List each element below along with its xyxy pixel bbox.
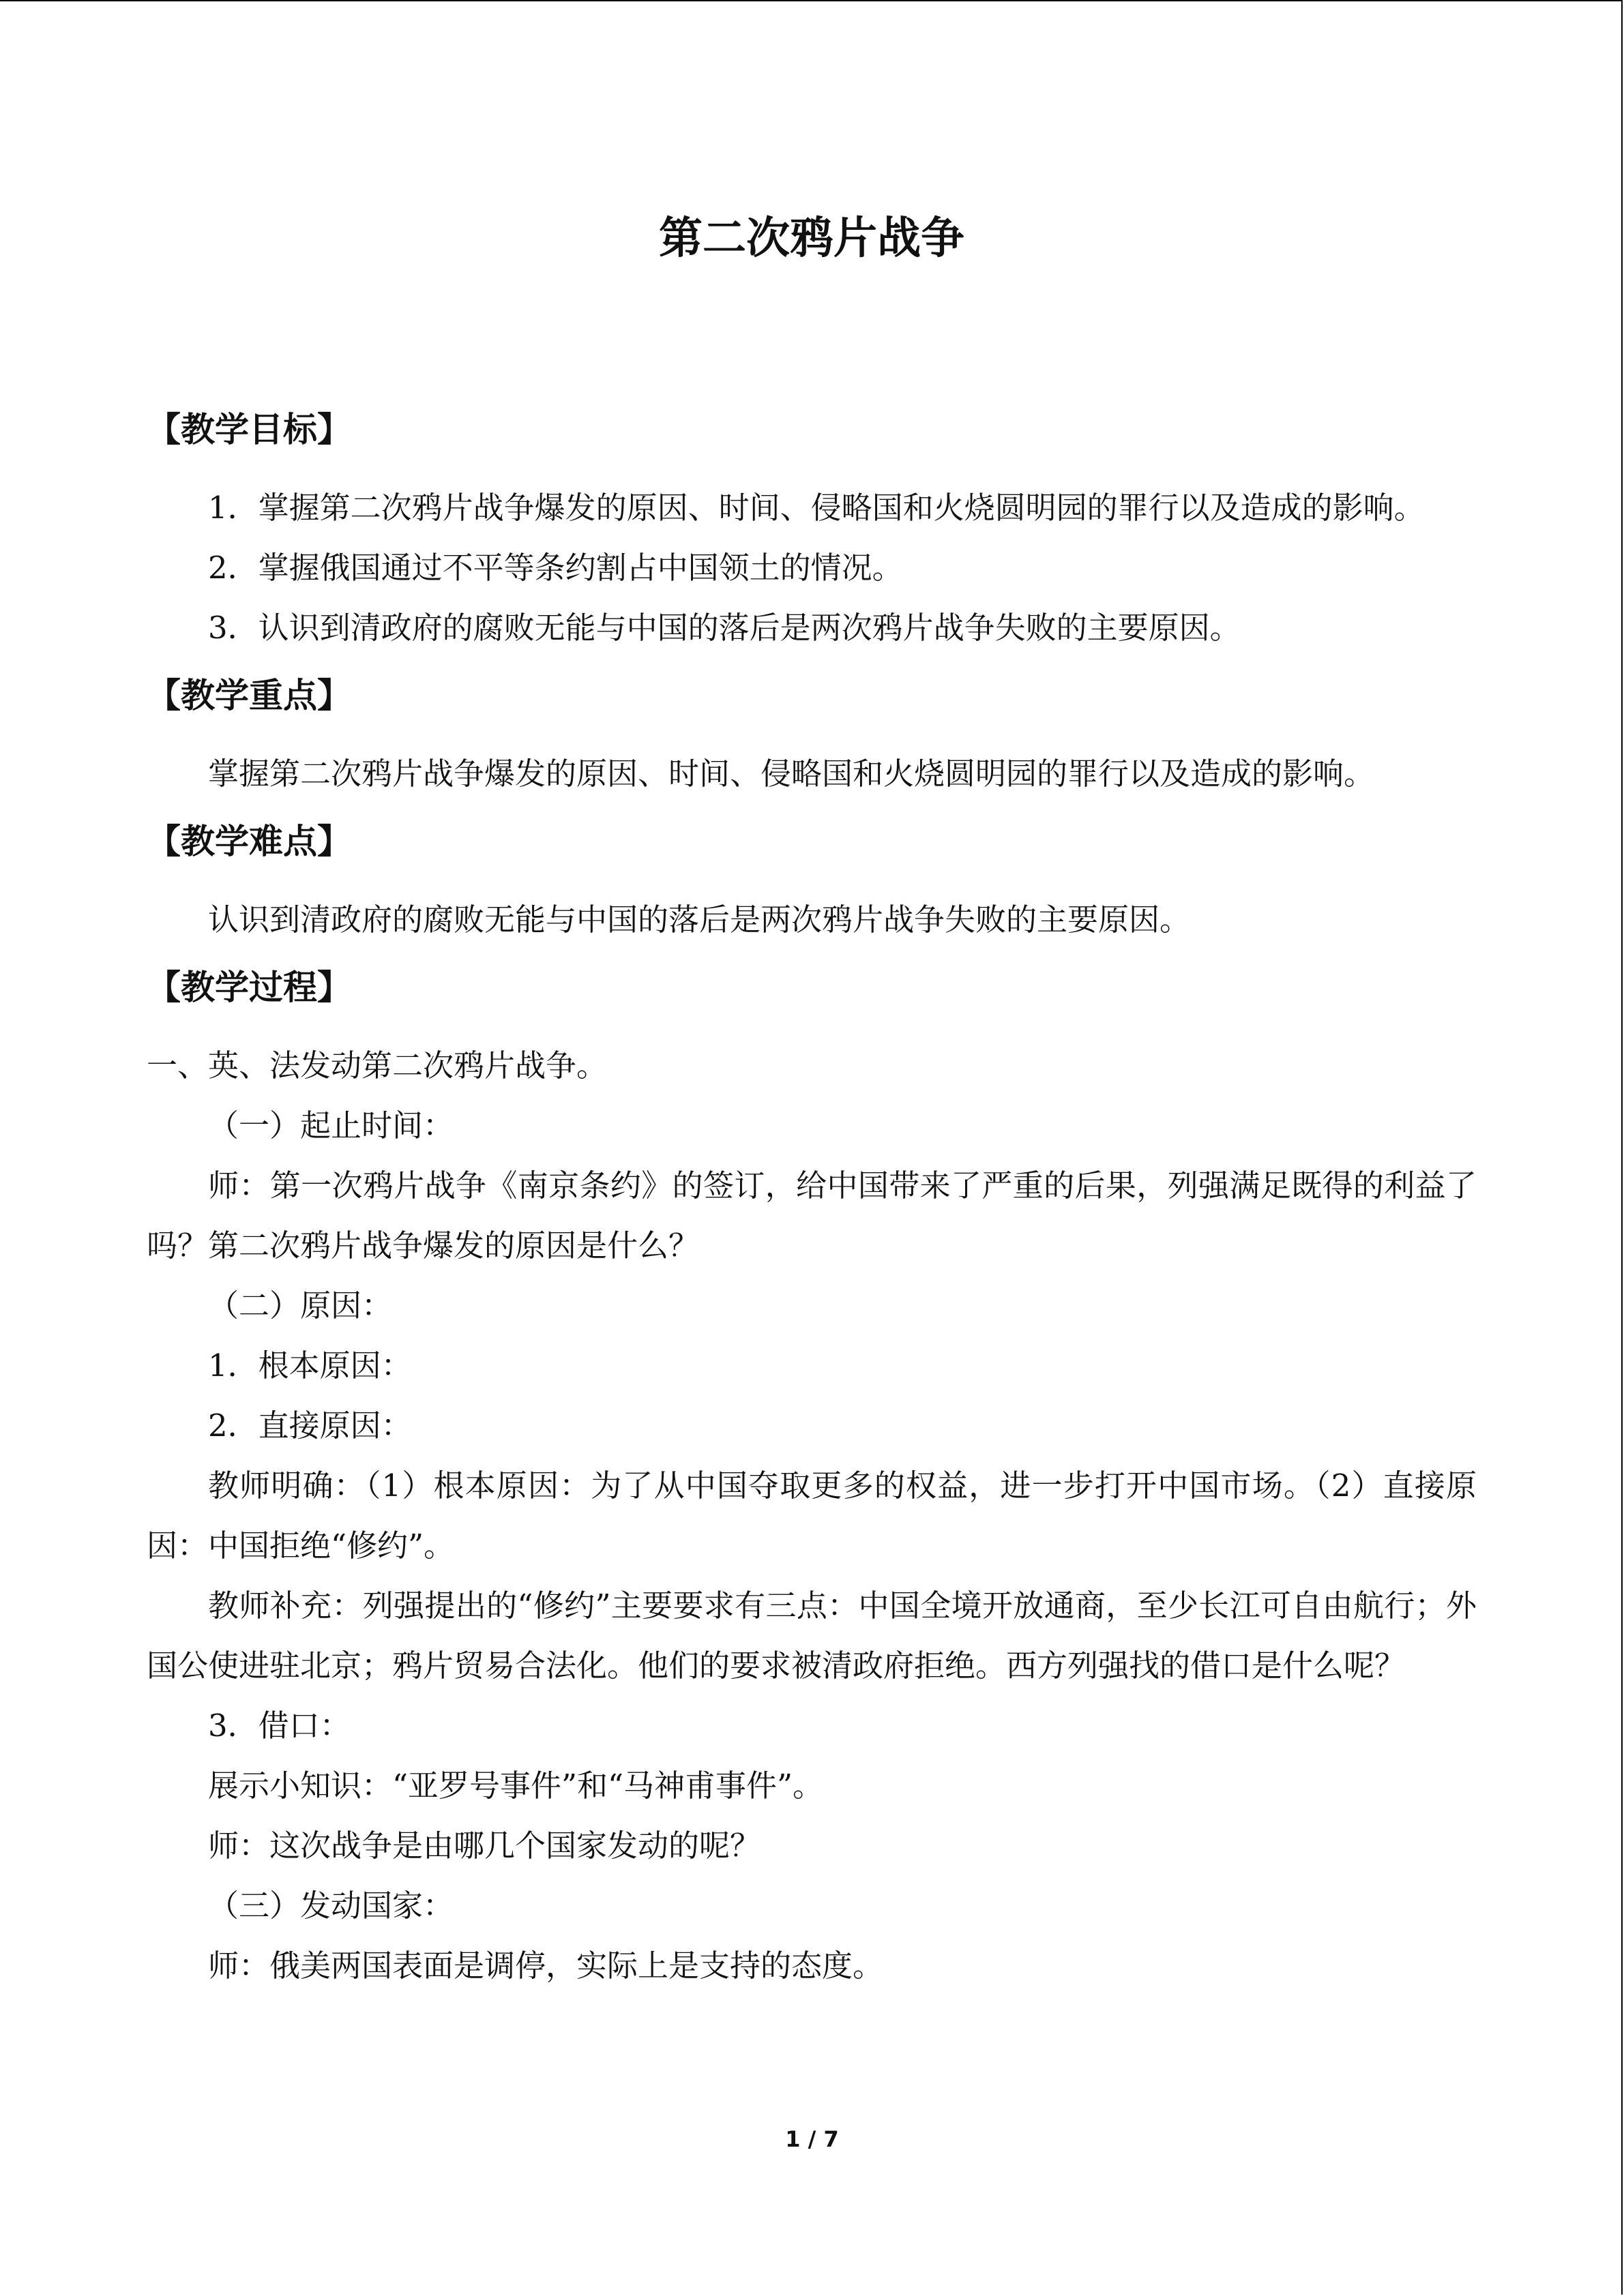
process-line: 教师明确：（1）根本原因：为了从中国夺取更多的权益，进一步打开中国市场。（2）直接原因：中国拒绝“修约”。	[147, 1467, 1477, 1564]
spacer	[147, 733, 1477, 744]
process-line: 展示小知识：“亚罗号事件”和“马神甫事件”。	[208, 1768, 824, 1804]
heading-difficulties: 【教学难点】	[147, 822, 351, 861]
process-line: 教师补充：列强提出的“修约”主要要求有三点：中国全境开放通商，至少长江可自由航行；外国公使进驻北京；鸦片贸易合法化。他们的要求被清政府拒绝。西方列强找的借口是什么呢？	[147, 1587, 1477, 1684]
process-line: 师：第一次鸦片战争《南京条约》的签订，给中国带来了严重的后果，列强满足既得的利益了吗？第二次鸦片战争爆发的原因是什么？	[147, 1167, 1477, 1264]
spacer	[147, 467, 1477, 478]
heading-objectives: 【教学目标】	[147, 410, 351, 449]
objective-item-3: 3．认识到清政府的腐败无能与中国的落后是两次鸦片战争失败的主要原因。	[208, 610, 1241, 646]
process-line: 2．直接原因：	[208, 1407, 412, 1444]
process-line: 师：这次战争是由哪几个国家发动的呢？	[208, 1828, 761, 1864]
page-number: 1 / 7	[785, 2126, 839, 2152]
process-line: （一）起止时间：	[208, 1107, 454, 1144]
difficulties-text: 认识到清政府的腐败无能与中国的落后是两次鸦片战争失败的主要原因。	[208, 901, 1191, 938]
process-line: 1．根本原因：	[208, 1347, 412, 1384]
process-line: （二）原因：	[208, 1287, 393, 1324]
spacer	[147, 1025, 1477, 1036]
heading-key-points: 【教学重点】	[147, 676, 351, 715]
heading-process: 【教学过程】	[147, 968, 351, 1007]
process-part-title: 一、英、法发动第二次鸦片战争。	[147, 1047, 608, 1084]
spacer	[147, 286, 1477, 392]
process-line: 师：俄美两国表面是调停，实际上是支持的态度。	[208, 1948, 884, 1984]
document-body	[147, 191, 1477, 1996]
process-line: （三）发动国家：	[208, 1888, 454, 1924]
objective-item-2: 2．掌握俄国通过不平等条约割占中国领土的情况。	[208, 550, 903, 586]
spacer	[147, 879, 1477, 890]
key-points-text: 掌握第二次鸦片战争爆发的原因、时间、侵略国和火烧圆明园的罪行以及造成的影响。	[208, 756, 1375, 792]
document-title: 第二次鸦片战争	[659, 213, 964, 264]
objective-item-1: 1．掌握第二次鸦片战争爆发的原因、时间、侵略国和火烧圆明园的罪行以及造成的影响。	[208, 490, 1425, 526]
process-line: 3．借口：	[208, 1708, 351, 1744]
